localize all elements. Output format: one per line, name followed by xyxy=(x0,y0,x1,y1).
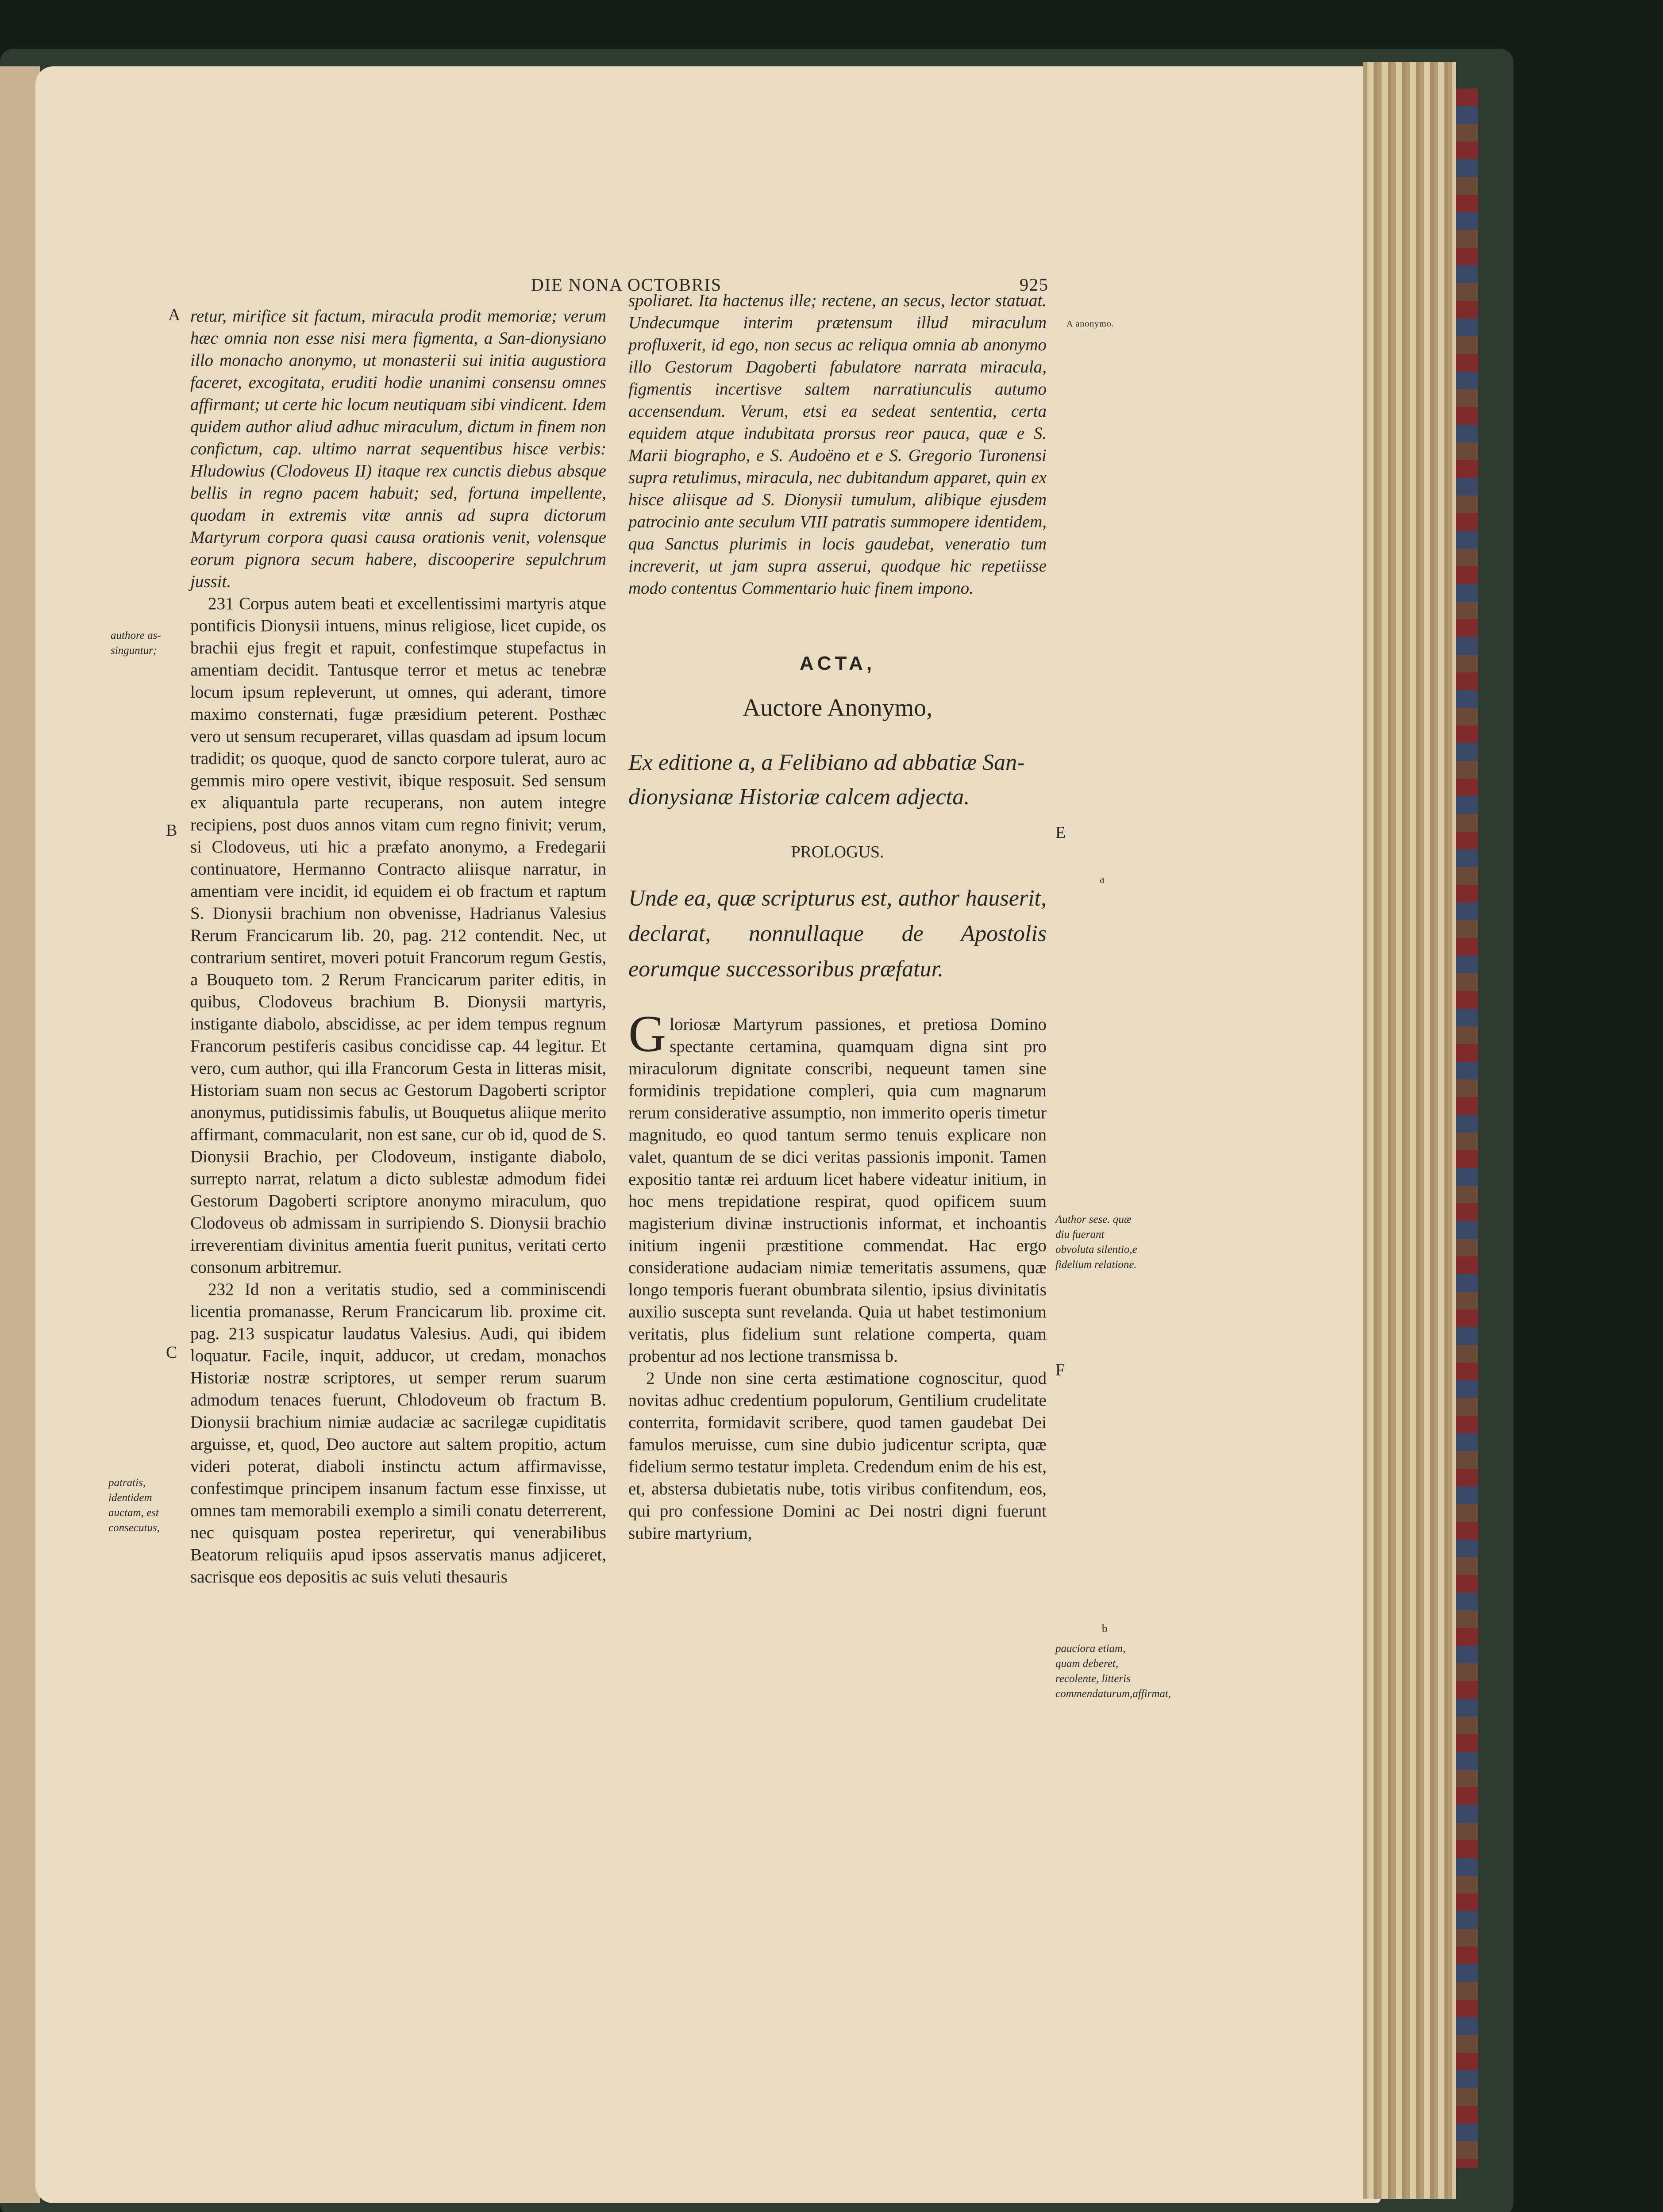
note-marker-a: a xyxy=(1100,874,1105,885)
section-letter-a: A xyxy=(168,306,181,324)
acta-heading: ACTA, xyxy=(799,653,876,674)
drop-cap: G xyxy=(628,1005,666,1063)
margin-note-anonymo: A anonymo. xyxy=(1066,319,1114,329)
gloriosae-text: loriosæ Martyrum passiones, et pretiosa Domino spectante certamina, quamquam digna sint pro miraculorum dignitate conscribi, nequeunt tamen sine formidinis trepidatione compleri, quia cum magnarum rerum considerative assumptio, non immerito operis timetur magnitudo, eo quod tantum sermo tenuis explicare non valet, quantum de se dici veritas passionis imponit. Tamen expositio tantæ rei arduum licet habere videatur initium, in hoc mens trepidatione respirat, quod opificem suum magisterium divinæ instructionis informat, et inchoantis initium ingenii præstitione commendat. Hac ergo consideratione audaciam nimiæ temeritatis assumens, quæ longo temporis fuerant obumbrata silentio, ipsius divinitatis auxilio suscepta sunt revelanda. Quia ut habet testimonium veritatis, plus fidelium sunt relatione comperta, quam probentur ad nos lectione transmissa b. xyxy=(628,1015,1047,1366)
marbled-edge xyxy=(1456,88,1478,2168)
section-letter-b: B xyxy=(166,821,177,840)
margin-note-authore: authore as-singuntur; xyxy=(111,630,161,657)
section-letter-e: E xyxy=(1055,823,1066,842)
running-head-title: DIE NONA OCTOBRIS xyxy=(531,275,722,295)
right-paragraph-1: spoliaret. Ita hactenus ille; rectene, an secus, lector statuat. Undecumque interim prætensum illud miraculum profluxerit, id ego, non secus ac reliqua omnia ab anonymo illo Gestorum Dagoberti fabulatore narrata miracula, figmentis incertisve saltem narratiunculis autumo accensendum. Verum, etsi ea sedeat sententia, certa equidem atque indubitata prorsus reor pauca, quæ e S. Marii biographo, e S. Audoëno et e S. Gregorio Turonensi supra retulimus, miracula, nec dubitandum apparet, quin ex hisce aliisque ad S. Dionysii tumulum, alibique ejusdem patrocinio ante seculum VIII patratis summopere identidem, qua Sanctus plurimis in locis gaudebat, veneratio tum increverit, ut jam supra asserui, quodque hic repetiisse modo contentus Commentario huic finem impono. xyxy=(628,291,1047,598)
prologue-summary: Unde ea, quæ scripturus est, author hauserit, declarat, nonnullaque de Apostolis eorumque successoribus præfatur. xyxy=(628,886,1047,982)
left-paragraph-1: retur, mirifice sit factum, miracula prodit memoriæ; verum hæc omnia non esse nisi mera figmenta, a San-dionysiano illo monacho anonymo, ut monasterii sui initia augustiora faceret, excogitata, eruditi hodie unanimi consensu omnes affirmant; ut certe hic locum neutiquam sibi vindicent. Idem quidem author aliud adhuc miraculum, dictum in finem non confictum, cap. ultimo narrat sequentibus hisce verbis: Hludowius (Clodoveus II) itaque rex cunctis diebus absque bellis in regno pacem habuit; sed, fortuna impellente, quodam in extremis vitæ annis ad supra dictorum Martyrum corpora quasi causa orationis venit, volensque eorum pignora secum habere, discooperire sepulchrum jussit. xyxy=(190,307,606,591)
page-edges xyxy=(1363,62,1456,2199)
prologus-heading: PROLOGUS. xyxy=(791,843,884,861)
right-column xyxy=(628,290,1047,1544)
left-paragraph-231: 231 Corpus autem beati et excellentissimi martyris atque pontificis Dionysii intuens, minus religiose, licet cupide, os brachii ejus fregit et rapuit, confestimque stupefactus in amentiam decidit. Tantusque terror et metus ac tenebræ locum ipsum repleverunt, ut omnes, qui aderant, timore maximo consternati, fugæ præsidium peterent. Posthæc vero ut sensum recuperaret, villas quasdam ad ipsum locum tradidit; os quoque, quod de sancto corpore tulerat, auro ac gemmis miro opere vestivit, ibique resposuit. Sed sensum ex aliquantula parte recuperans, non autem integre recipiens, post duos annos vitam cum regno finivit; verum, si Clodoveus, uti hic a præfato anonymo, a Fredegarii continuatore, Hermanno Contracto aliisque narratur, in amentiam vere incidit, id equidem ei ob fractum et raptum S. Dionysii brachium non obvenisse, Hadrianus Valesius Rerum Francicarum lib. 20, pag. 212 contendit. Nec, ut contrarium sentiret, moveri potuit Francorum regum Gestis, a Bouqueto tom. 2 Rerum Francicarum pariter editis, in quibus, Clodoveus brachium B. Dionysii martyris, instigante diabolo, abscidisse, ac per idem tempus regnum Francorum pestiferis casibus concidisse cap. 44 legitur. Et vero, cum author, qui illa Francorum Gesta in litteras misit, Historiam suam non secus ac Gestorum Dagoberti scriptor anonymus, putidissimis fabulis, ut Bouquetus aliique merito affirmant, commacularit, non est sane, cur ob id, quod de S. Dionysii Brachio, per Clodoveum, instigante diabolo, surrepto narrat, relatum a dicto sublestæ admodum fidei Gestorum Dagoberti scriptore anonymo miraculum, quo Clodoveus ob admissam in surripiendo S. Dionysii brachio irreverentiam divinitus amentia fuerit punitus, veritati certo consonum arbitremur. xyxy=(190,594,606,1277)
auctore-heading: Auctore Anonymo, xyxy=(742,694,933,722)
margin-note-author-sese: Author sese. quæ diu fuerant obvoluta silentio,e fidelium relatione. xyxy=(1055,1214,1137,1271)
left-paragraph-232: 232 Id non a veritatis studio, sed a comminiscendi licentia promanasse, Rerum Francicarum lib. proxime cit. pag. 213 suspicatur laudatus Valesius. Audi, qui ibidem loquatur. Facile, inquit, adducor, ut credam, monachos Historiæ nostræ scriptores, ut semper rerum suarum admodum tenaces fuerunt, Chlodoveum ob fractum B. Dionysii brachium nimiæ audaciæ ac sacrilegæ cupiditatis arguisse, et, quod, Deo auctore aut saltem propitio, actum videri poterat, diaboli instinctu actum affirmavisse, confestimque principem insanum factum esse finxisse, ut omnes tam memorabili exemplo a simili conatu deterrerent, nec quisquam postea reperiretur, qui venerabilibus Beatorum reliquiis apud ipsos asservatis manus adjiceret, sacrisque eos depositis ac suis veluti thesauris xyxy=(190,1280,606,1586)
right-paragraph-2: 2 Unde non sine certa æstimatione cognoscitur, quod novitas adhuc credentium populorum, Gentilium crudelitate conterrita, formidavit scribere, quod tamen gaudebat Dei famulos meruisse, cum sine dubio judicentur scripta, quæ fidelium sermo testatur impleta. Credendum enim de his est, et, abstersa dubietatis nube, totis viribus confitendum, eos, qui pro confessione Domini ac Dei nostri digni fuerunt subire martyrium, xyxy=(628,1369,1047,1543)
margin-note-pauciora: pauciora etiam, quam deberet, recolente, litteris commendaturum,affirmat, xyxy=(1055,1643,1171,1700)
margin-note-b-mark: b xyxy=(1102,1623,1108,1635)
section-letter-f: F xyxy=(1055,1361,1065,1379)
page-number: 925 xyxy=(1020,275,1049,295)
right-paragraph-gloriosae xyxy=(628,1005,1047,1367)
edition-note: Ex editione a, a Felibiano ad abbatiæ San-dionysianæ Historiæ calcem adjecta. xyxy=(628,750,1025,810)
left-column xyxy=(190,305,606,1588)
section-letter-c: C xyxy=(166,1343,177,1362)
margin-note-patratis: patratis, identidem auctam, est consecutus, xyxy=(108,1477,160,1534)
previous-page-gutter xyxy=(0,66,40,2203)
